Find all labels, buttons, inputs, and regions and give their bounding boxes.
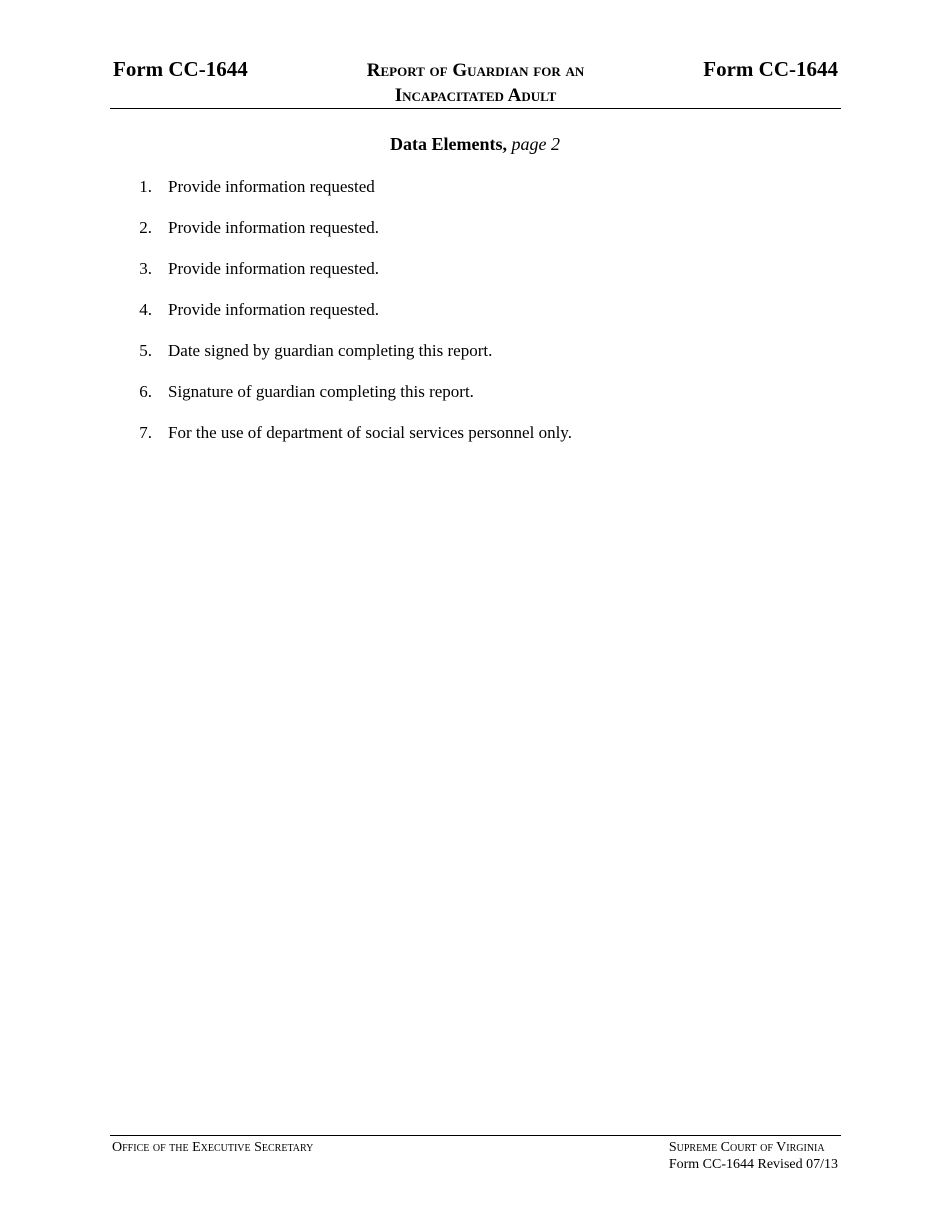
item-text: Date signed by guardian completing this report. [168, 341, 493, 360]
form-title-line-1: Report of Guardian for an [366, 60, 585, 81]
data-elements-list [0, 175, 950, 462]
page-footer [110, 1135, 841, 1172]
list-item [0, 216, 950, 257]
list-item [0, 175, 950, 216]
item-number: 1. [139, 177, 152, 196]
section-heading [0, 132, 950, 156]
item-number: 7. [139, 423, 152, 442]
item-text: Provide information requested. [168, 259, 380, 278]
footer-court: Supreme Court of Virginia [668, 1140, 825, 1155]
form-title-line-2: Incapacitated Adult [394, 85, 557, 106]
section-heading-label: Data Elements, [390, 134, 507, 154]
list-item [0, 298, 950, 339]
footer-court-info [669, 1139, 838, 1173]
item-number: 5. [139, 341, 152, 360]
section-heading-page: page 2 [511, 134, 560, 154]
form-number-right: Form CC-1644 [703, 57, 838, 81]
footer-revision: Form CC-1644 Revised 07/13 [668, 1157, 838, 1172]
item-text: For the use of department of social services personnel only. [168, 423, 572, 442]
item-number: 2. [139, 218, 152, 237]
list-item [0, 421, 950, 462]
item-text: Signature of guardian completing this report. [168, 382, 474, 401]
form-number-left: Form CC-1644 [113, 57, 248, 81]
item-text: Provide information requested. [168, 300, 380, 319]
list-item [0, 257, 950, 298]
form-title [310, 58, 641, 108]
item-number: 4. [139, 300, 152, 319]
footer-office: Office of the Executive Secretary [112, 1140, 314, 1155]
page-header [110, 56, 841, 109]
item-number: 6. [139, 382, 152, 401]
list-item [0, 380, 950, 421]
list-item [0, 339, 950, 380]
item-text: Provide information requested [168, 177, 375, 196]
item-text: Provide information requested. [168, 218, 380, 237]
item-number: 3. [139, 259, 152, 278]
